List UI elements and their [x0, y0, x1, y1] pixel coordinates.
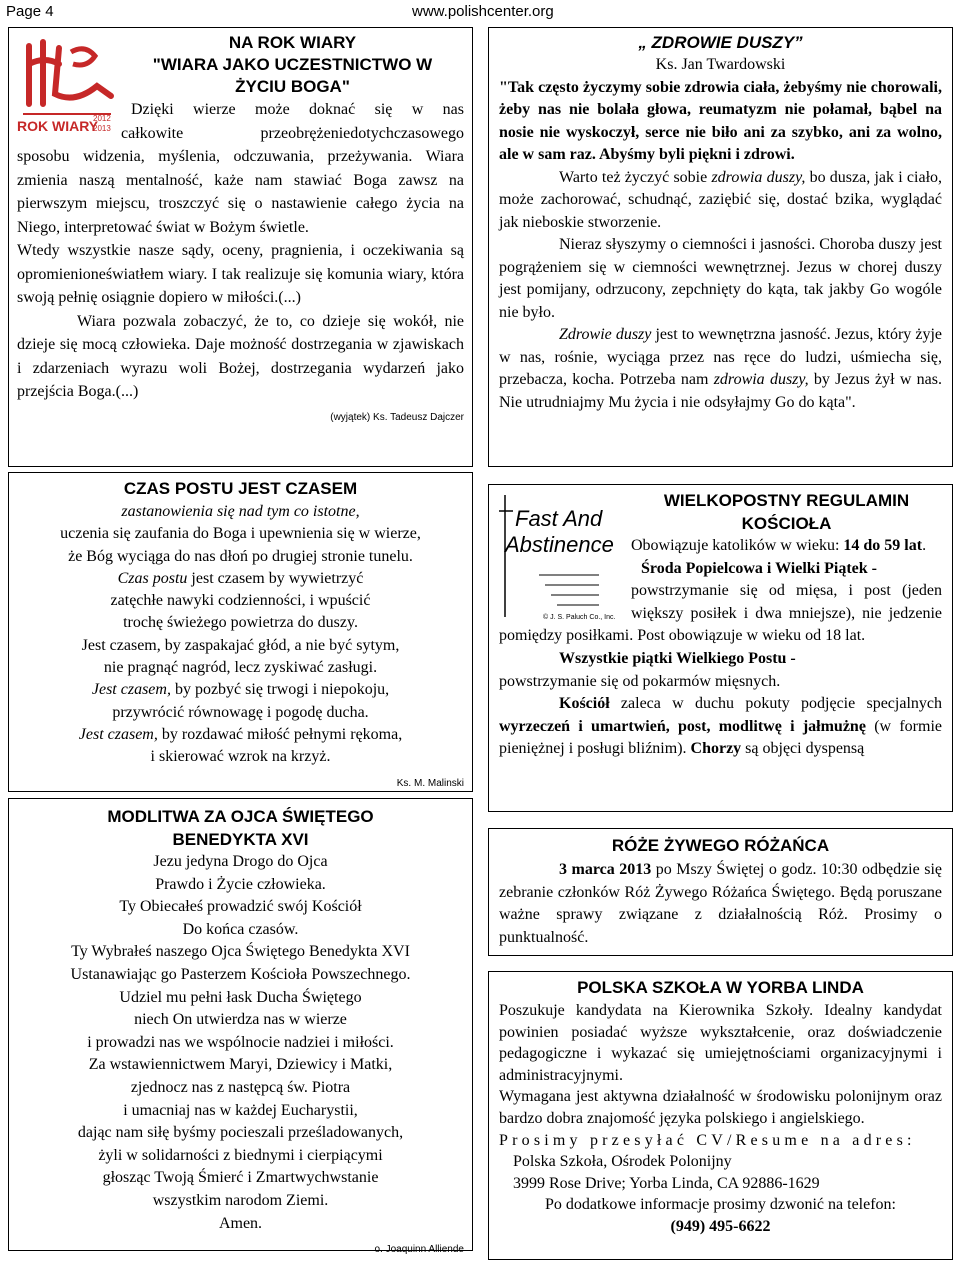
regulamin-l1b: 14 do 59 lat	[843, 537, 923, 554]
regulamin-box	[488, 484, 953, 812]
regulamin-l3: powstrzymanie się od mięsa, i post (jeden większy posiłek i dwa mniejsze), nie jedzenie pomiędzy posiłkami. Post obowiązuje w wieku od 18 lat.	[499, 582, 942, 645]
roze-body: po Mszy Świętej o godz. 10:30 odbędzie się zebranie członków Róż Żywego Różańca Świętego. Będą poruszane ważne sprawy związane z działalnością Róż. Prosimy o punktualność.	[499, 861, 942, 946]
page-header	[0, 0, 960, 24]
regulamin-l6b: zaleca w duchu pokuty podjęcie specjalnych	[609, 695, 942, 713]
wiara-p1a: Dzięki wierze może doknać się w nas	[131, 101, 464, 118]
zdrowie-duszy-box	[488, 27, 953, 467]
regulamin-l6c: wyrzeczeń i umartwień, post, modlitwę i jałmużnę	[499, 717, 866, 735]
post-l8: nie pragnąć nagród, lecz zyskiwać zasługi.	[103, 659, 378, 677]
modlitwa-box	[8, 798, 473, 1256]
modlitwa-credit: o. Joaquinn Alliende	[374, 1244, 464, 1256]
post-l11a: Jest czasem,	[78, 725, 158, 743]
zdrowie-p2c: bo dusza, jak i ciało, może zachorować, schudnąć, zaziębić się, dostać bzika, wyglądać jak nieboskie stworzenie.	[499, 168, 943, 231]
modlitwa-line: głosząc Twoją Śmierć i Zmartwychwstanie	[102, 1169, 379, 1187]
wiara-p1c: sposobu widzenia, myślenia, odczuwania, przeżywania. Wiara zmienia naszą mentalność, każe nam stawiać Boga zawsz na pierwszym miejscu, troszczyć się o nastawienie całego życia na Niego, interpretować świat w Bożym świetle.	[17, 148, 464, 236]
regulamin-title-1: WIELKOPOSTNY REGULAMIN	[663, 491, 910, 510]
zdrowie-author: Ks. Jan Twardowski	[655, 56, 786, 73]
zdrowie-p3: Nieraz słyszymy o ciemności i jasności. Choroba duszy jest pogrążeniem się w ciemności wewnętrznej. Jezus w chorej duszy jest pomijany, odrzucony, zepchnięty do kąta, tak jakby Go wogóle nie było.	[499, 236, 942, 321]
post-l11	[17, 724, 464, 746]
modlitwa-line: Do końca czasów.	[182, 920, 299, 938]
regulamin-l6d: (w formie pieniężnej i posługi bliźnim).	[499, 717, 943, 758]
modlitwa-line: dając nam siłę byśmy pocieszali prześladowanych,	[77, 1124, 404, 1142]
modlitwa-line: żyli w solidarności z biednymi i cierpiącymi	[98, 1146, 383, 1164]
wiara-p1b: całkowite przeobrężeniedotychczasowego	[121, 124, 464, 142]
post-l6: trochę świeżego powietrza do duszy.	[123, 614, 358, 632]
fast-image-copyright: © J. S. Paluch Co., Inc.	[543, 614, 616, 621]
modlitwa-lines	[17, 851, 464, 1235]
post-l3: że Bóg wyciąga do nas dłoń po drugiej stronie tunelu.	[68, 547, 413, 565]
szkola-p2: Wymagana jest aktywna działalność w środowisku polonijnym oraz bardzo dobra znajomość języka polskiego i angielskiego.	[499, 1088, 942, 1127]
fast-abstinence-image	[499, 489, 627, 625]
wiara-title-2: "WIARA JAKO UCZESTNICTWO W	[152, 55, 433, 74]
zdrowie-p2a: Warto też życzyć sobie	[559, 168, 712, 186]
modlitwa-line: Ty Obiecałeś prowadzić swój Kościół	[119, 898, 362, 916]
regulamin-l2: Środa Popielcowa i Wielki Piątek -	[641, 559, 878, 577]
post-l4	[17, 568, 464, 590]
modlitwa-line: wszystkim narodom Ziemi.	[152, 1191, 329, 1209]
modlitwa-line: i prowadzi nas we wspólnocie nadziei i miłości.	[87, 1033, 394, 1051]
regulamin-l6	[499, 693, 942, 761]
post-l7: Jest czasem, by zaspakajać głód, a nie być sytym,	[81, 636, 400, 654]
modlitwa-line: zjednocz nas z następcą św. Piotra	[130, 1078, 351, 1096]
fast-image-text-2: Abstinence	[505, 532, 614, 557]
post-l5: zatęchłe nawyki codzienności, i wpuścić	[110, 592, 371, 610]
zdrowie-p4	[499, 324, 942, 414]
modlitwa-title-1: MODLITWA ZA OJCA ŚWIĘTEGO	[107, 807, 374, 826]
szkola-p3: Prosimy przesyłać CV/Resume na adres:	[499, 1131, 916, 1149]
modlitwa-line: Amen.	[218, 1214, 263, 1232]
post-l9b: by pozbyć się trwogi i niepokoju,	[170, 681, 390, 699]
zdrowie-title: „ ZDROWIE DUSZY”	[638, 33, 803, 52]
post-l2: uczenia się zaufania do Boga i upewnienia się w wierze,	[60, 525, 421, 543]
post-l9a: Jest czasem,	[91, 681, 171, 699]
post-l4b: jest czasem by wywietrzyć	[187, 569, 364, 587]
modlitwa-line: Prawdo i Życie człowieka.	[155, 875, 326, 893]
modlitwa-line: Za wstawiennictwem Maryi, Dziewicy i Matki,	[88, 1056, 393, 1074]
szkola-info: Po dodatkowe informacje prosimy dzwonić na telefon:	[544, 1196, 896, 1214]
roze-title: RÓŻE ŻYWEGO RÓŻAŃCA	[611, 836, 830, 855]
site-url[interactable]: www.polishcenter.org	[412, 3, 554, 20]
post-l12: i skierować wzrok na krzyż.	[150, 748, 331, 766]
modlitwa-line: Ty Wybrałeś naszego Ojca Świętego Benedykta XVI	[71, 943, 410, 961]
regulamin-l5: powstrzymanie się od pokarmów mięsnych.	[499, 672, 781, 690]
post-l9	[17, 679, 464, 701]
logo-years: 2012 2013	[93, 114, 111, 133]
wiara-credit: (wyjątek) Ks. Tadeusz Dajczer	[330, 411, 464, 423]
regulamin-l6a: Kościół	[559, 695, 610, 713]
wiara-title-3: ŻYCIU BOGA"	[235, 77, 350, 96]
roze-date: 3 marca 2013	[559, 861, 652, 878]
zdrowie-p4c: zdrowia duszy,	[713, 371, 809, 388]
szkola-box	[488, 971, 953, 1260]
wiara-p2: Wtedy wszystkie nasze sądy, oceny, pragnienia, i oczekiwania są opromienioneświatłem wiary. I tak realizuje się komunia wiary, która swoją pełnię osiągnie dopiero w miłości.(...)	[17, 242, 464, 306]
roze-text	[499, 859, 942, 949]
modlitwa-line: niech On utwierdza nas w wierze	[134, 1011, 347, 1029]
roze-box	[488, 828, 953, 956]
zdrowie-quote: "Tak często życzymy sobie zdrowia ciała, żebyśmy nie chorowali, żeby nas nie bolała głowa, reumatyzm nie połamał, bąbel na nosie nie wyskoczył, serce nie biło ani za szybko, ani za wolno, ale w sam raz. Abyśmy byli piękni i zdrowi.	[499, 78, 942, 163]
logo-caption: ROK WIARY	[17, 118, 99, 134]
modlitwa-line: Udziel mu pełni łask Ducha Świętego	[119, 988, 362, 1006]
szkola-phone[interactable]: (949) 495-6622	[670, 1217, 771, 1235]
regulamin-l4: Wszystkie piątki Wielkiego Postu -	[559, 649, 796, 667]
post-l4a: Czas postu	[117, 569, 188, 587]
post-l1: zastanowienia się nad tym co istotne,	[121, 503, 360, 520]
modlitwa-title-2: BENEDYKTA XVI	[172, 830, 309, 849]
regulamin-l1c: .	[922, 537, 927, 554]
post-title: CZAS POSTU JEST CZASEM	[123, 479, 358, 498]
szkola-p1: Poszukuje kandydata na Kierownika Szkoły. Idealny kandydat powinien posiadać wyższe wykształcenie, oraz doświadczenie pedagogiczne i wykazać się umiejętnościami organizacyjnymi i administracyjnymi.	[499, 1002, 942, 1084]
fast-image-text-1: Fast And	[515, 506, 603, 531]
modlitwa-line: Jezu jedyna Drogo do Ojca	[153, 853, 328, 870]
zdrowie-p4d: by Jezus żył w nas. Nie utrudniajmy Mu życia i nie odsyłajmy Go do kąta".	[499, 371, 942, 411]
rok-wiary-logo	[15, 34, 119, 148]
zdrowie-p4a: Zdrowie duszy	[559, 326, 652, 343]
modlitwa-line: Ustanawiając go Pasterzem Kościoła Powszechnego.	[70, 965, 411, 983]
wiara-title-1: NA ROK WIARY	[228, 33, 357, 52]
szkola-addr2: 3999 Rose Drive; Yorba Linda, CA 92886-1629	[513, 1174, 820, 1192]
post-credit: Ks. M. Malinski	[396, 777, 464, 789]
szkola-title: POLSKA SZKOŁA W YORBA LINDA	[577, 978, 864, 997]
regulamin-title-2: KOŚCIOŁA	[741, 514, 832, 533]
szkola-addr1: Polska Szkoła, Ośrodek Polonijny	[513, 1153, 732, 1171]
zdrowie-p2	[499, 167, 942, 235]
wiara-p3: Wiara pozwala zobaczyć, że to, co dzieje się wokół, nie dzieje się mocą człowieka. Daje możność dostrzegania w zjawiskach i zdarzeniach wyrazu woli Bożej, dostrzegania wydarzeń jako przejścia Boga.(...)	[17, 312, 464, 400]
modlitwa-line: i umacniaj nas w każdej Eucharystii,	[123, 1101, 358, 1119]
regulamin-l6e: Chorzy	[690, 740, 742, 758]
post-l10: przywrócić równowagę i pogodę ducha.	[112, 703, 369, 721]
post-l11b: by rozdawać miłość pełnymi rękoma,	[157, 725, 403, 743]
page-number: Page 4	[6, 3, 54, 20]
czas-postu-box	[8, 472, 473, 792]
zdrowie-p4b: jest to wewnętrzna jasność. Jezus, który żyje w nas, rośnie, wyciąga przez nas ręce do ludzi, uśmiecha się, przebacza, kocha. Potrzeba nam	[499, 326, 942, 388]
rok-wiary-box	[8, 27, 473, 467]
regulamin-l1a: Obowiązuje katolików w wieku:	[631, 537, 844, 554]
zdrowie-p2b: zdrowia duszy,	[711, 168, 806, 186]
regulamin-l6f: są objęci dyspensą	[741, 740, 865, 758]
